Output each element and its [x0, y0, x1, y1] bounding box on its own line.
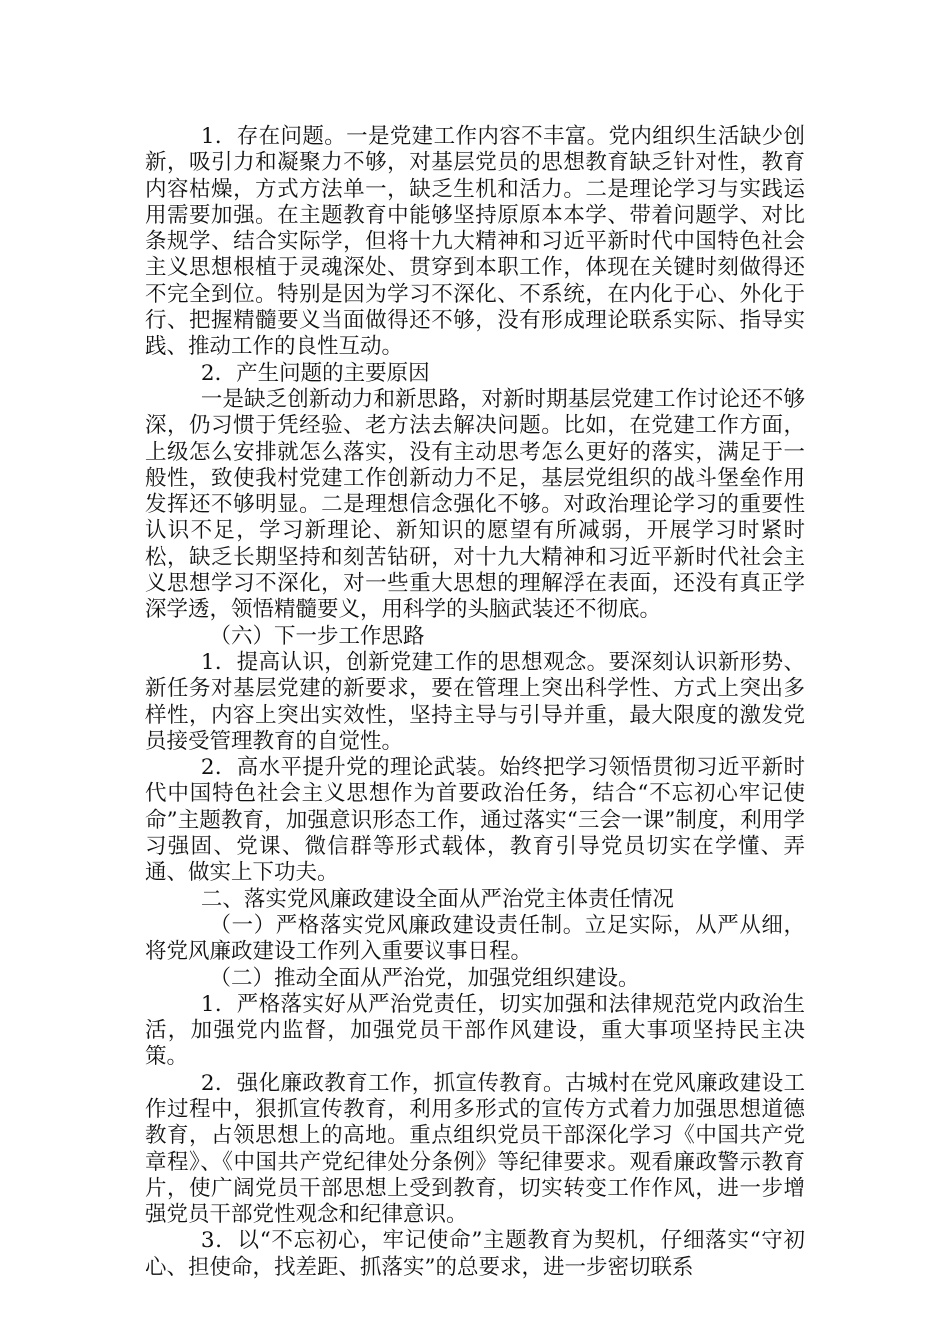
paragraph-governance-item-2: 2．强化廉政教育工作，抓宣传教育。古城村在党风廉政建设工作过程中，狠抓宣传教育，利用多形式的宣传方式着力加强思想道德教育，占领思想上的高地。重点组织党员干部深化学习《中国共产党章程》、《中国共产党纪律处分条例》等纪律要求。观看廉政警示教育片，使广阔党员干部思想上受到教育，切实转变工作作风，进一步增强党员干部党性观念和纪律意识。 — [145, 1070, 805, 1228]
paragraph-existing-problems: 1．存在问题。一是党建工作内容不丰富。党内组织生活缺少创新，吸引力和凝聚力不够，对基层党员的思想教育缺乏针对性，教育内容枯燥，方式方法单一，缺乏生机和活力。二是理论学习与实践运用需要加强。在主题教育中能够坚持原原本本学、带着问题学、对比条规学、结合实际学，但将十九大精神和习近平新时代中国特色社会主义思想根植于灵魂深处、贯穿到本职工作，体现在关键时刻做得还不完全到位。特别是因为学习不深化、不系统，在内化于心、外化于行、把握精髓要义当面做得还不够，没有形成理论联系实际、指导实践、推动工作的良性互动。 — [145, 124, 805, 360]
section-heading-clean-governance: 二、落实党风廉政建设全面从严治党主体责任情况 — [200, 886, 674, 912]
paragraph-strict-governance-heading: （二）推动全面从严治党，加强党组织建设。 — [209, 965, 640, 991]
paragraph-causes-detail: 一是缺乏创新动力和新思路，对新时期基层党建工作讨论还不够深，仍习惯于凭经验、老方法去解决问题。比如，在党建工作方面，上级怎么安排就怎么落实，没有主动思考怎么更好的落实，满足于一般性，致使我村党建工作创新动力不足，基层党组织的战斗堡垒作用发挥还不够明显。二是理想信念强化不够。对政治理论学习的重要性认识不足，学习新理论、新知识的愿望有所减弱，开展学习时紧时松，缺乏长期坚持和刻苦钻研，对十九大精神和习近平新时代社会主义思想学习不深化，对一些重大思想的理解浮在表面，还没有真正学深学透，领悟精髓要义，用科学的头脑武装还不彻底。 — [145, 386, 805, 623]
paragraph-next-step-1: 1．提高认识，创新党建工作的思想观念。要深刻认识新形势、新任务对基层党建的新要求，要在管理上突出科学性、方式上突出多样性，内容上突出实效性，坚持主导与引导并重，最大限度的激发党员接受管理教育的自觉性。 — [145, 649, 805, 754]
paragraph-next-step-2: 2．高水平提升党的理论武装。始终把学习领悟贯彻习近平新时代中国特色社会主义思想作为首要政治任务，结合“不忘初心牢记使命”主题教育，加强意识形态工作，通过落实“三会一课”制度，利用学习强固、党课、微信群等形式载体，教育引导党员切实在学懂、弄通、做实上下功夫。 — [145, 755, 805, 886]
paragraph-governance-item-3: 3．以“不忘初心，牢记使命”主题教育为契机，仔细落实“守初心、担使命，找差距、抓落实”的总要求，进一步密切联系 — [145, 1228, 805, 1280]
document-body — [145, 124, 805, 1281]
paragraph-governance-item-1: 1．严格落实好从严治党责任，切实加强和法律规范党内政治生活，加强党内监督，加强党员干部作风建设，重大事项坚持民主决策。 — [145, 991, 805, 1070]
section-heading-next-steps: （六）下一步工作思路 — [209, 623, 425, 649]
paragraph-responsibility-system: （一）严格落实党风廉政建设责任制。立足实际，从严从细，将党风廉政建设工作列入重要议事日程。 — [145, 912, 805, 965]
paragraph-causes-heading: 2．产生问题的主要原因 — [200, 360, 430, 386]
